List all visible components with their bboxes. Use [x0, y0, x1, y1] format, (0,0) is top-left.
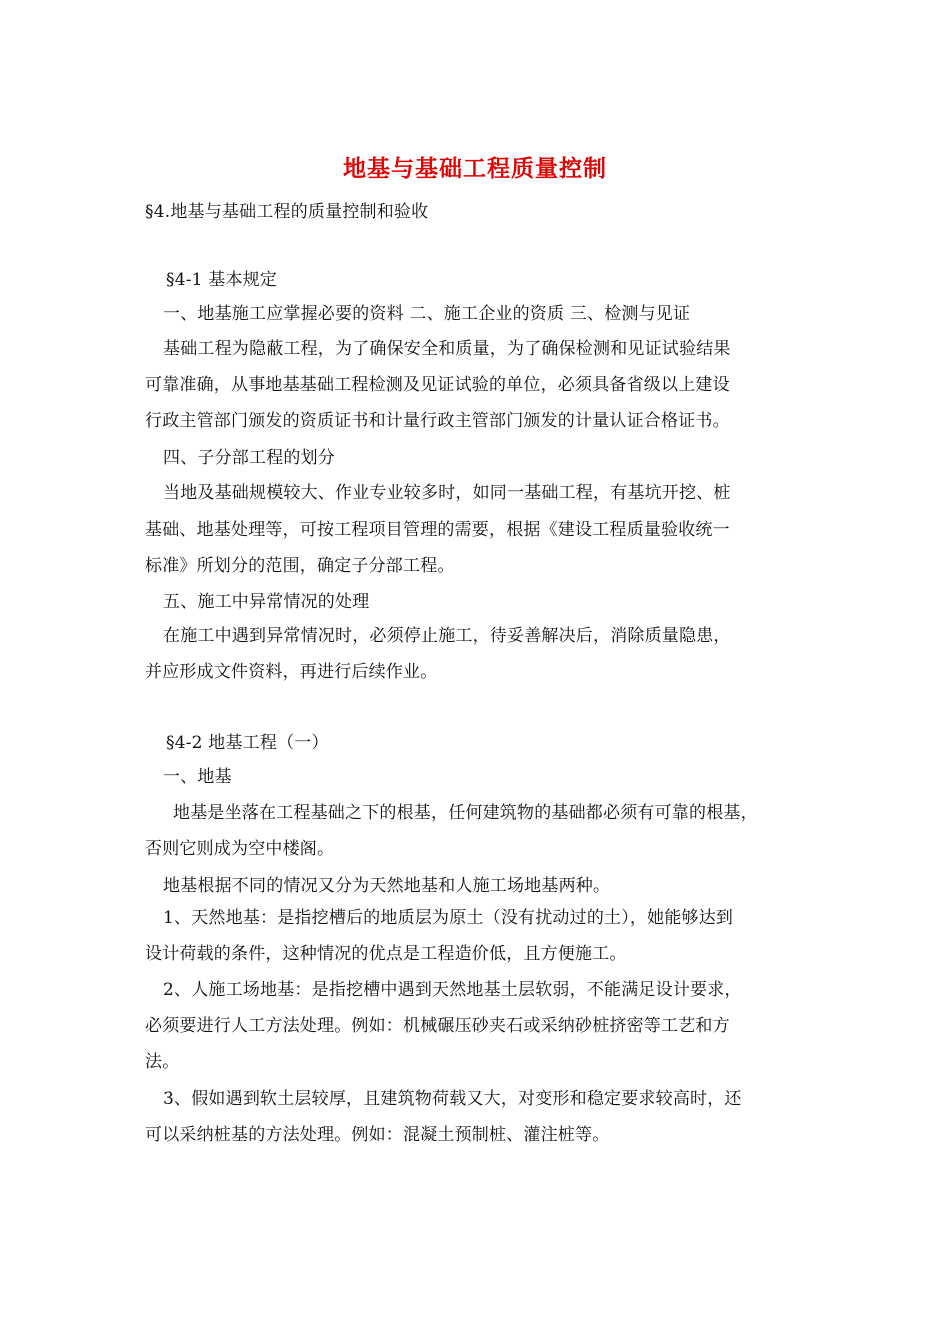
paragraph-line: 否则它则成为空中楼阁。: [145, 839, 335, 859]
paragraph-line: 1、天然地基：是指挖槽后的地质层为原土（没有扰动过的土），她能够达到: [163, 908, 734, 928]
paragraph-line: 可靠准确，从事地基基础工程检测及见证试验的单位，必须具备省级以上建设: [145, 375, 730, 395]
paragraph-line: 设计荷载的条件，这种情况的优点是工程造价低，且方便施工。: [145, 944, 627, 964]
paragraph-heading: 四、子分部工程的划分: [163, 448, 335, 468]
paragraph-line: 行政主管部门颁发的资质证书和计量行政主管部门颁发的计量认证合格证书。: [145, 411, 730, 431]
paragraph-line: 2、人施工场地基：是指挖槽中遇到天然地基土层软弱，不能满足设计要求，: [163, 980, 742, 1000]
paragraph-line: 基础工程为隐蔽工程，为了确保安全和质量，为了确保检测和见证试验结果: [163, 339, 731, 359]
subsection-heading: §4-1 基本规定: [166, 270, 278, 290]
paragraph-line: 标准》所划分的范围，确定子分部工程。: [145, 556, 455, 576]
subsection-heading: §4-2 地基工程（一）: [166, 733, 329, 753]
paragraph-heading: 一、地基: [163, 767, 232, 787]
paragraph-line: 基础、地基处理等，可按工程项目管理的需要，根据《建设工程质量验收统一: [145, 520, 730, 540]
paragraph-line: 地基根据不同的情况又分为天然地基和人施工场地基两种。: [163, 876, 611, 896]
paragraph-line: 可以采纳桩基的方法处理。例如：混凝土预制桩、灌注桩等。: [145, 1125, 610, 1145]
document-title: 地基与基础工程质量控制: [343, 156, 607, 182]
paragraph-line: 地基是坐落在工程基础之下的根基，任何建筑物的基础都必须有可靠的根基，: [173, 803, 758, 823]
paragraph-line: 必须要进行人工方法处理。例如：机械碾压砂夹石或采纳砂桩挤密等工艺和方: [145, 1016, 730, 1036]
section-heading: §4.地基与基础工程的质量控制和验收: [145, 202, 429, 222]
paragraph-line: 法。: [145, 1052, 180, 1072]
paragraph-line: 在施工中遇到异常情况时，必须停止施工，待妥善解决后，消除质量隐患，: [163, 626, 731, 646]
paragraph-line: 当地及基础规模较大、作业专业较多时，如同一基础工程，有基坑开挖、桩: [163, 483, 731, 503]
paragraph-heading: 五、施工中异常情况的处理: [163, 592, 370, 612]
paragraph-line: 3、假如遇到软土层较厚，且建筑物荷载又大，对变形和稳定要求较高时，还: [163, 1089, 742, 1109]
paragraph-line: 并应形成文件资料，再进行后续作业。: [145, 662, 438, 682]
paragraph-line: 一、地基施工应掌握必要的资料 二、施工企业的资质 三、检测与见证: [163, 304, 691, 324]
